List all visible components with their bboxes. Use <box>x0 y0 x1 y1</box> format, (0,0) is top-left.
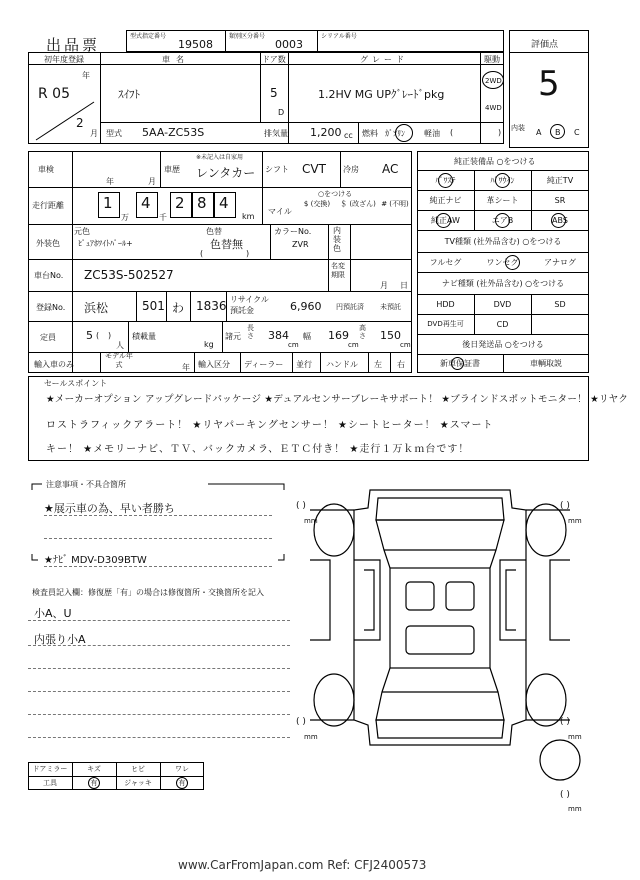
interior-label: 内装 <box>511 124 525 132</box>
color-no-label: カラーNo. <box>274 227 312 236</box>
tools-h4: ワレ <box>175 765 189 773</box>
equip-power-window-circle <box>495 173 510 188</box>
score-value: 5 <box>538 64 560 104</box>
capacity-unit: 人 <box>116 341 124 350</box>
tools-tool-value: 有 <box>90 779 98 787</box>
mileage-check-note: ○をつける <box>318 190 353 198</box>
capacity-value: 5 <box>86 329 93 342</box>
fuel-value: ｶﾞｿﾘﾝ <box>385 129 405 138</box>
tire-rr-mm: mm <box>568 733 582 741</box>
mileage-digit-4: 8 <box>197 194 207 212</box>
mileage-man: 万 <box>121 213 129 222</box>
light-oil-label: 軽油 <box>424 129 440 138</box>
inspection-label: 車検 <box>38 165 54 174</box>
drive-2wd: 2WD <box>485 77 502 85</box>
handle-right: 右 <box>397 360 405 369</box>
load-unit: kg <box>204 340 214 349</box>
sales-line-2: ロストラフィックアラート！ ★リヤパーキングセンサー！ ★シートヒーター！ ★スマート <box>46 420 494 431</box>
length-label: 長さ <box>247 324 254 340</box>
category-value: 0003 <box>275 38 303 51</box>
paren-l: ( <box>450 128 454 137</box>
notes-title: 注意事項・不具合箇所 <box>46 480 126 489</box>
chassis-label: 車台No. <box>34 271 64 280</box>
name-change-day: 日 <box>400 281 408 290</box>
capacity-label: 定員 <box>40 333 56 342</box>
notes-line-1: ★展示車の為、早い者勝ち <box>44 502 175 515</box>
equip-tv: 純正TV <box>546 175 574 185</box>
load-label: 積載量 <box>132 332 156 341</box>
later-title: 後日発送品 ○をつける <box>462 339 544 349</box>
meter-opt-3: # (不明) <box>381 200 409 208</box>
drive-2wd-circle <box>482 71 504 89</box>
tv-analog: アナログ <box>544 257 576 267</box>
tools-h2: キズ <box>87 765 101 773</box>
handle-label: ハンドル <box>326 360 358 369</box>
mileage-sen: 千 <box>159 213 167 222</box>
first-reg-year: R 05 <box>38 86 70 102</box>
first-reg-month: 2 <box>76 116 84 130</box>
mileage-digit-3: 2 <box>175 194 185 212</box>
meter-opt-2: ＄ (改ざん) <box>340 200 376 208</box>
usage-note: ※未記入は自家用 <box>196 154 244 161</box>
inspection-year-unit: 年 <box>106 177 114 186</box>
car-name-label: 車名 <box>162 55 190 64</box>
inspector-line-2: 内張り小A <box>34 633 86 646</box>
color-paren-l: ( <box>200 249 204 258</box>
nav-dvd-play: DVD再生可 <box>427 320 464 328</box>
tire-spare-mm: mm <box>568 805 582 813</box>
height-value: 150 <box>380 329 401 342</box>
tools-h3: ヒビ <box>131 765 145 773</box>
sales-line-1: ★メーカーオプション アップグレードパッケージ ★デュアルセンサーブレーキサポート！ ★ブラインドスポットモニター！ ★リヤク <box>46 394 629 405</box>
tire-spare-bracket: ( ) <box>560 790 570 800</box>
equip-nav: 純正ナビ <box>429 195 462 205</box>
model-spec-label: 型式指定番号 <box>130 33 167 40</box>
serial-label: シリアル番号 <box>321 33 357 40</box>
category-label: 類別区分番号 <box>229 33 266 40</box>
mileage-digit-5: 4 <box>219 194 229 212</box>
model-year-unit: 年 <box>182 363 190 372</box>
car-name-value: ｽｲﾌﾄ <box>118 88 140 101</box>
nav-sd: SD <box>554 299 566 309</box>
tools-tool-circle <box>88 777 100 789</box>
import-label: 輸入車のみ <box>34 360 74 369</box>
width-value: 169 <box>328 329 349 342</box>
equip-abs-circle <box>551 213 566 228</box>
usage-label: 車歴 <box>164 165 180 174</box>
recycle-note: 円預託済 <box>336 303 364 311</box>
equip-sr: SR <box>554 195 566 205</box>
tire-rl-bracket: ( ) <box>296 717 306 727</box>
meter-opt-1: $ (交換) <box>303 200 331 208</box>
mileage-unit: km <box>242 212 255 221</box>
fuel-label: 燃料 <box>362 129 378 138</box>
notes-line-2: ★ﾅﾋﾞ MDV-D309BTW <box>44 555 147 566</box>
model-year-label: モデル年式 <box>105 352 133 369</box>
type-value: 5AA-ZC53S <box>142 126 205 139</box>
tire-fl-mm: mm <box>304 517 318 525</box>
later-warranty: 新車保証書 <box>440 359 480 368</box>
car-damage-diagram <box>290 480 590 810</box>
drive-label: 駆動 <box>484 55 500 64</box>
inspector-line-1: 小A、U <box>34 607 72 620</box>
chassis-value: ZC53S-502527 <box>84 268 174 282</box>
equip-power-steering-circle <box>438 173 453 188</box>
tv-oneseg: ワンセグ <box>486 257 519 267</box>
tire-rl-mm: mm <box>304 733 318 741</box>
import-type-label: 輸入区分 <box>198 360 230 369</box>
equip-aw: 純正AW <box>431 215 460 225</box>
plate-kana: わ <box>172 301 185 315</box>
later-manual: 車輌取説 <box>530 359 562 368</box>
sales-line-3: キー！ ★メモリーナビ、ＴＶ、バックカメラ、ＥＴＣ付き！ ★走行１万ｋｍ台です！ <box>46 444 470 455</box>
grade-value: 1.2HV MG UPｸﾞﾚｰﾄﾞpkg <box>318 88 445 101</box>
nav-hdd: HDD <box>436 299 455 309</box>
nav-title: ナビ種類 (社外品含む) ○をつける <box>441 278 565 288</box>
equipment-title: 純正装備品 ○をつける <box>454 157 536 166</box>
height-unit: cm <box>400 341 411 349</box>
plate-label: 登録No. <box>36 303 66 312</box>
tools-jack-label: ジャッキ <box>124 779 152 787</box>
equip-power-steering: ﾊﾟﾜｽﾃ <box>435 175 456 185</box>
doors-label: ドア数 <box>262 55 286 64</box>
tv-fullseg: フルセグ <box>429 257 462 267</box>
equip-airbag: エアB <box>491 215 514 225</box>
score-label: 評価点 <box>531 40 559 50</box>
first-reg-year-unit: 年 <box>82 71 90 80</box>
color-change-label: 色替 <box>206 227 222 236</box>
color-label: 外装色 <box>36 239 60 248</box>
tire-fl-bracket: ( ) <box>296 501 306 511</box>
footer-watermark: www.CarFromJapan.com Ref: CFJ2400573 <box>178 858 427 872</box>
interior-a: A <box>536 128 542 137</box>
displacement-unit: cc <box>344 131 353 140</box>
sales-title: セールスポイント <box>44 379 108 388</box>
displacement-label: 排気量 <box>264 129 288 138</box>
recycle-unregistered: 未預託 <box>380 303 401 311</box>
drive-4wd: 4WD <box>485 104 502 112</box>
meter-label: マイル <box>268 207 292 216</box>
length-unit: cm <box>288 341 299 349</box>
interior-color-label: 内装色 <box>333 226 341 253</box>
interior-b-circle <box>550 124 565 139</box>
sheet-title: 出品票 <box>46 36 101 54</box>
ac-value: AC <box>382 162 399 176</box>
recycle-value: 6,960 <box>290 300 322 313</box>
name-change-month: 月 <box>380 281 388 290</box>
doors-value: 5 <box>270 86 278 100</box>
interior-b: B <box>555 128 561 137</box>
parallel-option: 並行 <box>296 360 312 369</box>
tools-h1: ドアミラー <box>32 765 68 773</box>
recycle-label: リサイクル預託金 <box>230 295 269 315</box>
equip-abs: ABS <box>552 215 568 225</box>
width-label: 幅 <box>303 332 311 341</box>
inspection-month-unit: 月 <box>148 177 156 186</box>
inspector-title: 検査員記入欄：修復歴「有」の場合は修復箇所・交換箇所を記入 <box>32 588 264 597</box>
paren-r: ) <box>498 128 502 137</box>
color-no-value: ZVR <box>292 240 309 249</box>
tire-fr-bracket: ( ) <box>560 501 570 511</box>
nav-cd: CD <box>496 319 509 329</box>
plate-area: 浜松 <box>84 301 109 315</box>
mileage-digit-1: 1 <box>103 194 113 212</box>
type-label: 型式 <box>106 129 122 138</box>
plate-number: 1836 <box>196 299 227 313</box>
dealer-option: ディーラー <box>244 360 284 369</box>
interior-c: C <box>574 128 580 137</box>
model-spec-value: 19508 <box>178 38 213 51</box>
mileage-label: 走行距離 <box>32 201 64 210</box>
length-value: 384 <box>268 329 289 342</box>
fuel-circle <box>395 124 413 142</box>
tools-jack-circle <box>176 777 188 789</box>
name-change-label: 名変期限 <box>331 262 345 279</box>
first-reg-label: 初年度登録 <box>44 55 84 64</box>
width-unit: cm <box>348 341 359 349</box>
equip-power-window: ﾊﾟﾜｳｲﾝ <box>490 175 515 185</box>
handle-left: 左 <box>374 360 382 369</box>
shift-label: シフト <box>265 165 289 174</box>
equip-leather: 革シート <box>486 195 519 205</box>
tv-oneseg-circle <box>505 255 520 270</box>
tools-jack-value: 有 <box>178 779 186 787</box>
color-value: ﾋﾟｭｱﾎﾜｲﾄﾊﾟｰﾙ+ <box>78 239 133 248</box>
equip-aw-circle <box>436 213 451 228</box>
color-change-value: 色替無 <box>210 238 243 251</box>
nav-dvd: DVD <box>493 299 512 309</box>
equip-airbag-circle <box>495 213 510 228</box>
mileage-digit-2: 4 <box>141 194 151 212</box>
first-reg-month-unit: 月 <box>90 129 98 138</box>
displacement-value: 1,200 <box>310 126 342 139</box>
usage-value: レンタカー <box>196 166 256 180</box>
tire-fr-mm: mm <box>568 517 582 525</box>
height-label: 高さ <box>359 324 366 340</box>
tools-tool-label: 工具 <box>43 779 57 787</box>
tire-rr-bracket: ( ) <box>560 717 570 727</box>
ac-label: 冷房 <box>343 165 359 174</box>
plate-class: 501 <box>142 299 165 313</box>
grade-label: グレード <box>360 55 408 64</box>
tv-title: TV種類 (社外品含む) ○をつける <box>444 236 562 246</box>
shift-value: CVT <box>302 162 326 176</box>
dims-label: 諸元 <box>225 332 241 341</box>
doors-suffix: D <box>278 108 285 117</box>
color-paren-r: ) <box>246 249 250 258</box>
color-original-label: 元色 <box>74 227 90 236</box>
later-warranty-circle <box>451 357 464 370</box>
